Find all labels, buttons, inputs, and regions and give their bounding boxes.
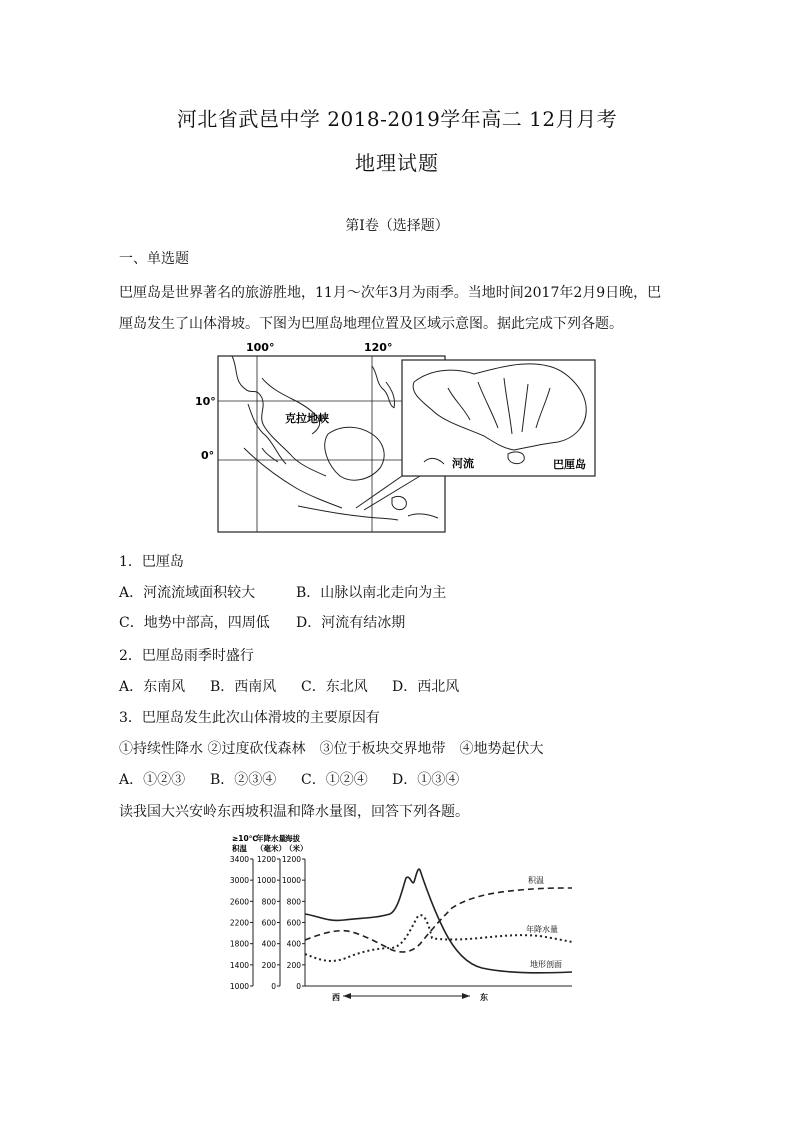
tick-label-temp-1000: 1000 [229,982,249,991]
tick-label-precip-600: 600 [261,918,276,928]
tick-label-elev-1200: 1200 [281,855,301,864]
axis-elev-title-1: 海拔 [285,834,300,843]
axis-elev-title-2: （米） [285,844,308,853]
lon-100-label: 100° [246,341,275,354]
tick-label-elev-1000: 1000 [281,876,301,886]
q3-option-b: B．②③④ [210,772,277,788]
tick-label-temp-3000: 3000 [229,876,249,886]
page-subtitle: 地理试题 [355,151,439,175]
tick-label-temp-1400: 1400 [229,960,249,970]
passage2-line1: 读我国大兴安岭东西坡积温和降水量图，回答下列各题。 [119,804,469,820]
tick-label-precip-800: 800 [261,897,276,907]
section-heading: 一、单选题 [119,251,189,267]
series-terrain-label: 地形剖面 [530,960,562,969]
tick-label-temp-3400: 3400 [229,855,249,864]
q3-stem: 3．巴厘岛发生此次山体滑坡的主要原因有 [119,710,380,726]
q3-items: ①持续性降水 ②过度砍伐森林 ③位于板块交界地带 ④地势起伏大 [119,741,544,757]
tick-label-temp-1800: 1800 [229,939,249,949]
passage1-line2: 厘岛发生了山体滑坡。下图为巴厘岛地理位置及区域示意图。据此完成下列各题。 [119,316,623,332]
q3-option-c: C．①②④ [301,772,368,788]
q3-option-a: A．①②③ [119,772,186,788]
q2-option-c: C．东北风 [301,679,368,695]
tick-label-elev-800: 800 [286,897,301,907]
q2-stem: 2．巴厘岛雨季时盛行 [119,648,254,664]
axis-temp-title-2: 积温 [232,844,247,853]
tick-label-precip-0: 0 [271,982,276,991]
lon-120-label: 120° [364,341,393,354]
q3-option-d: D．①③④ [392,772,460,788]
x-arrow-right-head [462,993,470,999]
tick-label-precip-400: 400 [261,939,276,949]
q2-option-b: B．西南风 [210,679,277,695]
axis-precip-title-2: （毫米） [256,844,286,853]
tick-label-elev-200: 200 [286,960,301,970]
bali-location-map [0,338,794,538]
x-arrow-left-head [343,993,351,999]
q1-option-b: B．山脉以南北走向为主 [296,585,447,601]
q1-option-c: C．地势中部高，四周低 [119,615,270,631]
tick-label-precip-200: 200 [261,960,276,970]
axis-temp-title-1: ≥10℃ [232,834,258,843]
profile-chart [0,830,794,1005]
axis-precip-title-1: 年降水量 [256,834,286,843]
part-heading: 第Ⅰ卷（选择题） [345,218,449,234]
x-right-label: 东 [480,993,488,1002]
legend-river-label: 河流 [452,457,474,470]
tick-label-temp-2600: 2600 [229,897,249,907]
tick-label-temp-2200: 2200 [229,918,249,928]
q2-option-d: D．西北风 [392,679,460,695]
tick-label-elev-0: 0 [296,982,301,991]
tick-label-elev-400: 400 [286,939,301,949]
series-precip-label: 年降水量 [526,925,558,934]
page-title: 河北省武邑中学 2018-2019学年高二 12月月考 [176,107,618,131]
tick-label-precip-1200: 1200 [256,855,276,864]
passage1-line1: 巴厘岛是世界著名的旅游胜地，11月～次年3月为雨季。当地时间2017年2月9日晚，巴 [119,285,662,301]
q1-option-a: A．河流流域面积较大 [119,585,256,601]
q1-stem: 1．巴厘岛 [119,554,184,570]
series-temp-label: 积温 [528,876,544,885]
tick-label-precip-1000: 1000 [256,876,276,886]
inset-map [356,360,595,510]
lat-10-label: 10° [195,395,216,408]
q1-option-d: D．河流有结冰期 [296,615,406,631]
lat-0-label: 0° [201,449,215,462]
x-left-label: 西 [332,993,340,1002]
isthmus-label: 克拉地峡 [285,412,329,425]
island-label: 巴厘岛 [553,458,586,471]
tick-label-elev-600: 600 [286,918,301,928]
q2-option-a: A．东南风 [119,679,186,695]
